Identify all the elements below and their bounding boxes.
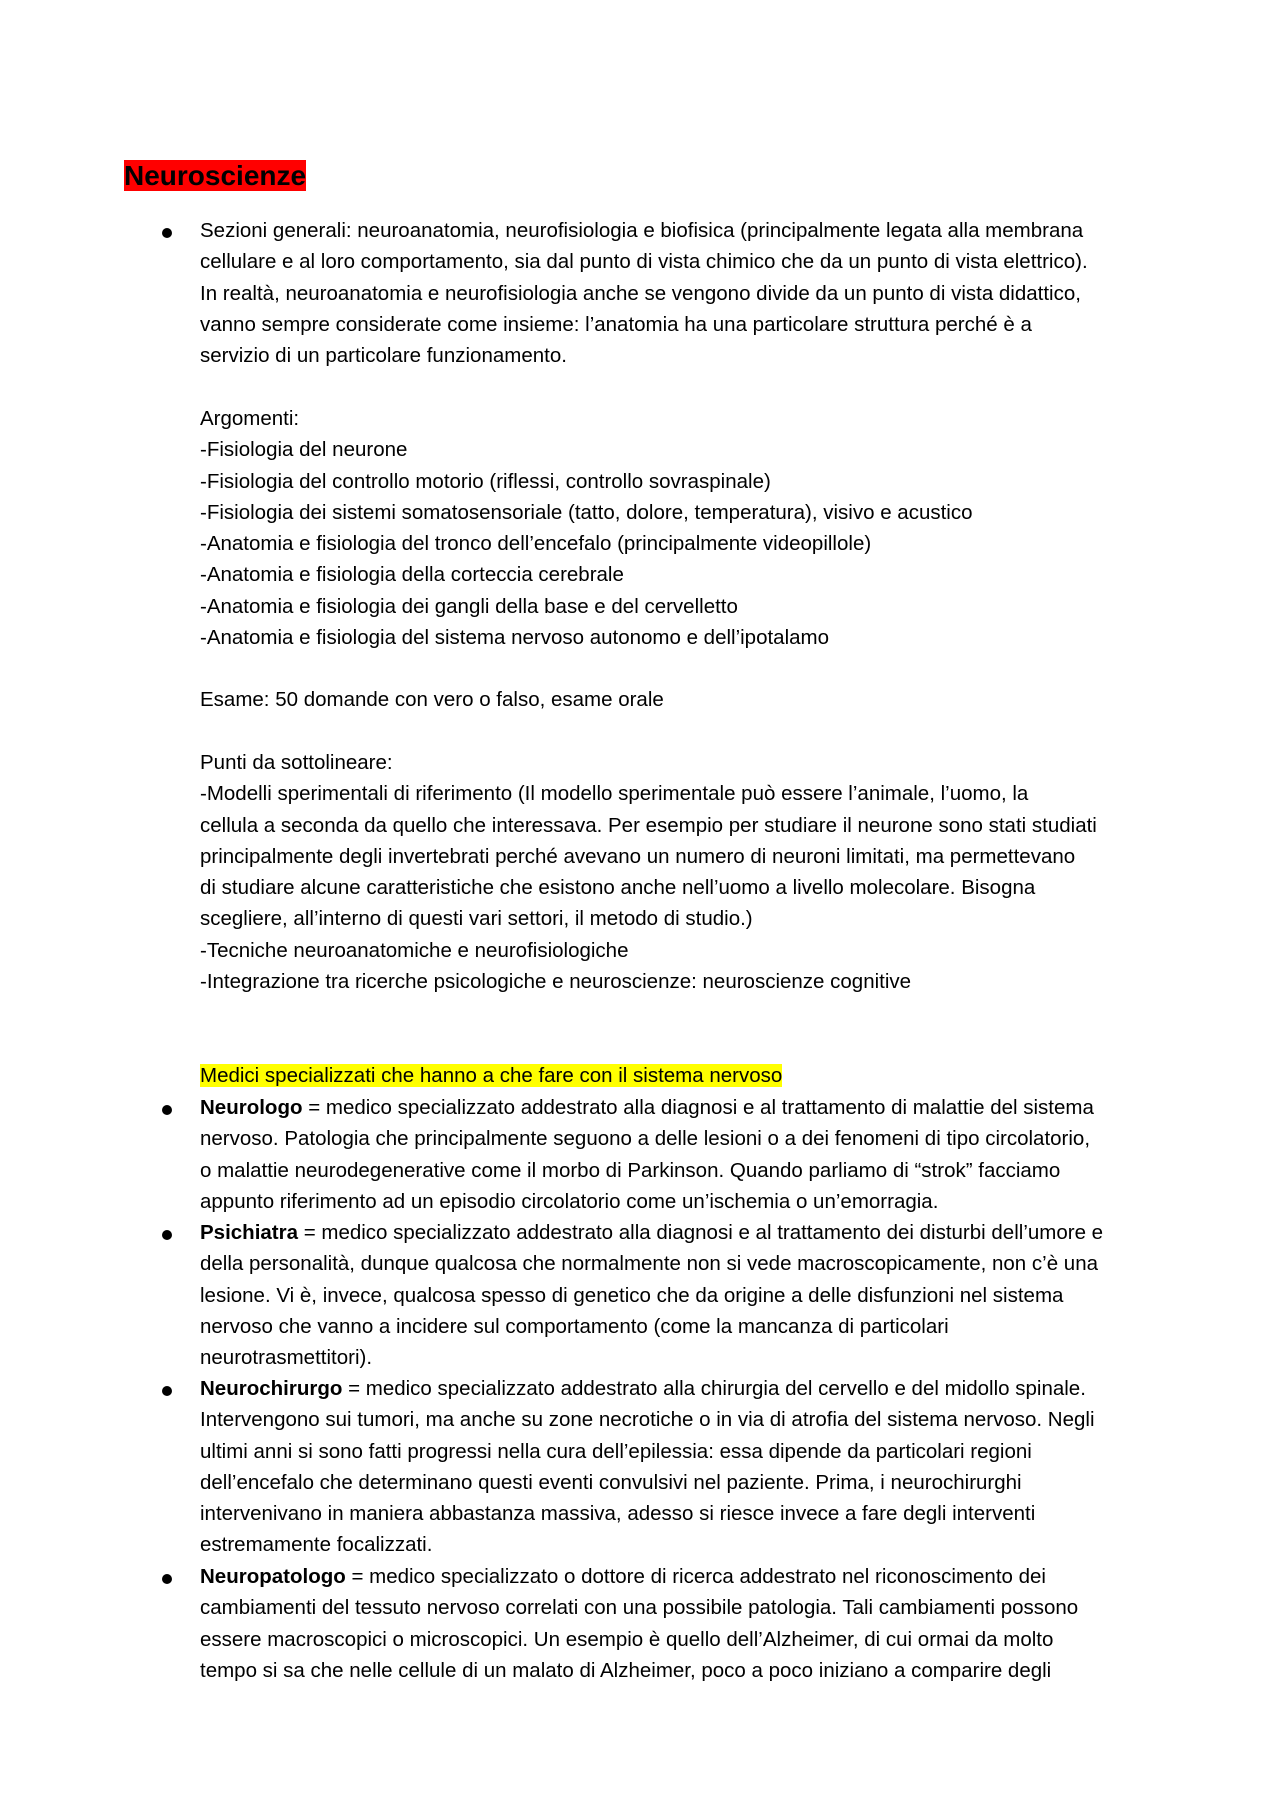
definition-text: = medico specializzato addestrato alla diagnosi e al trattamento dei disturbi dell’umore e [298,1221,1104,1244]
topic-item: -Anatomia e fisiologia della corteccia cerebrale [200,563,624,587]
definition-line: ultimi anni si sono fatti progressi nella cura dell’epilessia: essa dipende da particolari regioni [200,1439,1032,1463]
points-line: -Modelli sperimentali di riferimento (Il modello sperimentale può essere l’animale, l’uomo, la [200,782,1029,806]
page-title [122,156,308,196]
specialist-neurologo [200,1092,1200,1217]
topic-item: -Anatomia e fisiologia del tronco dell’encefalo (principalmente videopillole) [200,532,872,556]
intro-line: In realtà, neuroanatomia e neurofisiologia anche se vengono divide da un punto di vista didattico, [200,281,1081,305]
definition-line: cambiamenti del tessuto nervoso correlati con una possibile patologia. Tali cambiamenti possono [200,1596,1079,1620]
topic-item: -Anatomia e fisiologia dei gangli della base e del cervelletto [200,594,738,618]
points-line: -Integrazione tra ricerche psicologiche e neuroscienze: neuroscienze cognitive [200,970,912,994]
definition-line: della personalità, dunque qualcosa che normalmente non si vede macroscopicamente, non c’è una [200,1252,1099,1276]
definition-line: intervenivano in maniera abbastanza massiva, adesso si riesce invece a fare degli interventi [200,1502,1036,1526]
intro-line: Sezioni generali: neuroanatomia, neurofisiologia e biofisica (principalmente legata alla membrana [200,219,1084,242]
exam-line: Esame: 50 domande con vero o falso, esame orale [200,688,664,711]
specialist-neurochirurgo [200,1373,1200,1561]
definition-line: dell’encefalo che determinano questi eventi convulsivi nel paziente. Prima, i neurochirurghi [200,1470,1022,1494]
definition-line: nervoso. Patologia che principalmente seguono a delle lesioni o a dei fenomeni di tipo circolatorio, [200,1127,1091,1151]
intro-line: servizio di un particolare funzionamento. [200,344,567,368]
definition-text: = medico specializzato o dottore di ricerca addestrato nel riconoscimento dei [345,1565,1046,1588]
bullet-icon [162,1386,172,1396]
bullet-icon [162,1105,172,1115]
points-line: scegliere, all’interno di questi vari settori, il metodo di studio.) [200,907,753,931]
topics-list [200,403,1200,653]
bullet-icon [162,228,172,238]
bullet-icon [162,1230,172,1240]
definition-line: essere macroscopici o microscopici. Un esempio è quello dell’Alzheimer, di cui ormai da molto [200,1627,1054,1651]
exam-info [200,684,1200,715]
title-highlight: Neuroscienze [124,160,307,191]
definition-text: = medico specializzato addestrato alla chirurgia del cervello e del midollo spinale. [342,1377,1086,1400]
specialist-psichiatra [200,1217,1200,1373]
term-neurochirurgo: Neurochirurgo [200,1377,343,1400]
definition-line: appunto riferimento ad un episodio circolatorio come un’ischemia o un’emorragia. [200,1189,939,1213]
definition-line: tempo si sa che nelle cellule di un malato di Alzheimer, poco a poco iniziano a comparire degli [200,1658,1052,1682]
definition-line: o malattie neurodegenerative come il morbo di Parkinson. Quando parliamo di “strok” facciamo [200,1158,1061,1182]
intro-line: cellulare e al loro comportamento, sia dal punto di vista chimico che da un punto di vista elettrico). [200,250,1088,274]
points-line: -Tecniche neuroanatomiche e neurofisiologiche [200,938,629,962]
topic-item: -Fisiologia del controllo motorio (riflessi, controllo sovraspinale) [200,469,771,493]
bullet-icon [162,1574,172,1584]
term-neurologo: Neurologo [200,1096,303,1119]
specialist-neuropatologo [200,1561,1200,1686]
topics-heading: Argomenti: [200,407,300,430]
definition-line: lesione. Vi è, invece, qualcosa spesso di genetico che da origine a delle disfunzioni nel sistema [200,1283,1064,1307]
points-line: cellula a seconda da quello che interessava. Per esempio per studiare il neurone sono stati studiati [200,813,1097,837]
definition-text: = medico specializzato addestrato alla diagnosi e al trattamento di malattie del sistema [302,1096,1094,1119]
term-neuropatologo: Neuropatologo [200,1565,346,1588]
definition-line: estremamente focalizzati. [200,1533,433,1557]
topic-item: -Fisiologia dei sistemi somatosensoriale (tatto, dolore, temperatura), visivo e acustico [200,500,973,524]
topic-item: -Anatomia e fisiologia del sistema nervoso autonomo e dell’ipotalamo [200,626,830,650]
definition-line: neurotrasmettitori). [200,1346,373,1370]
points-list [200,747,1200,997]
points-line: di studiare alcune caratteristiche che esistono anche nell’uomo a livello molecolare. Bisogna [200,876,1036,900]
specialists-section [200,1060,1200,1091]
intro-line: vanno sempre considerate come insieme: l’anatomia ha una particolare struttura perché è a [200,312,1032,336]
points-line: principalmente degli invertebrati perché avevano un numero di neuroni limitati, ma permettevano [200,844,1076,868]
specialists-heading: Medici specializzati che hanno a che fare con il sistema nervoso [200,1064,783,1087]
intro-paragraph [200,215,1200,371]
definition-line: Intervengono sui tumori, ma anche su zone necrotiche o in via di atrofia del sistema nervoso. Negli [200,1408,1095,1432]
points-heading: Punti da sottolineare: [200,751,393,774]
topic-item: -Fisiologia del neurone [200,438,408,462]
definition-line: nervoso che vanno a incidere sul comportamento (come la mancanza di particolari [200,1314,949,1338]
term-psichiatra: Psichiatra [200,1221,298,1244]
